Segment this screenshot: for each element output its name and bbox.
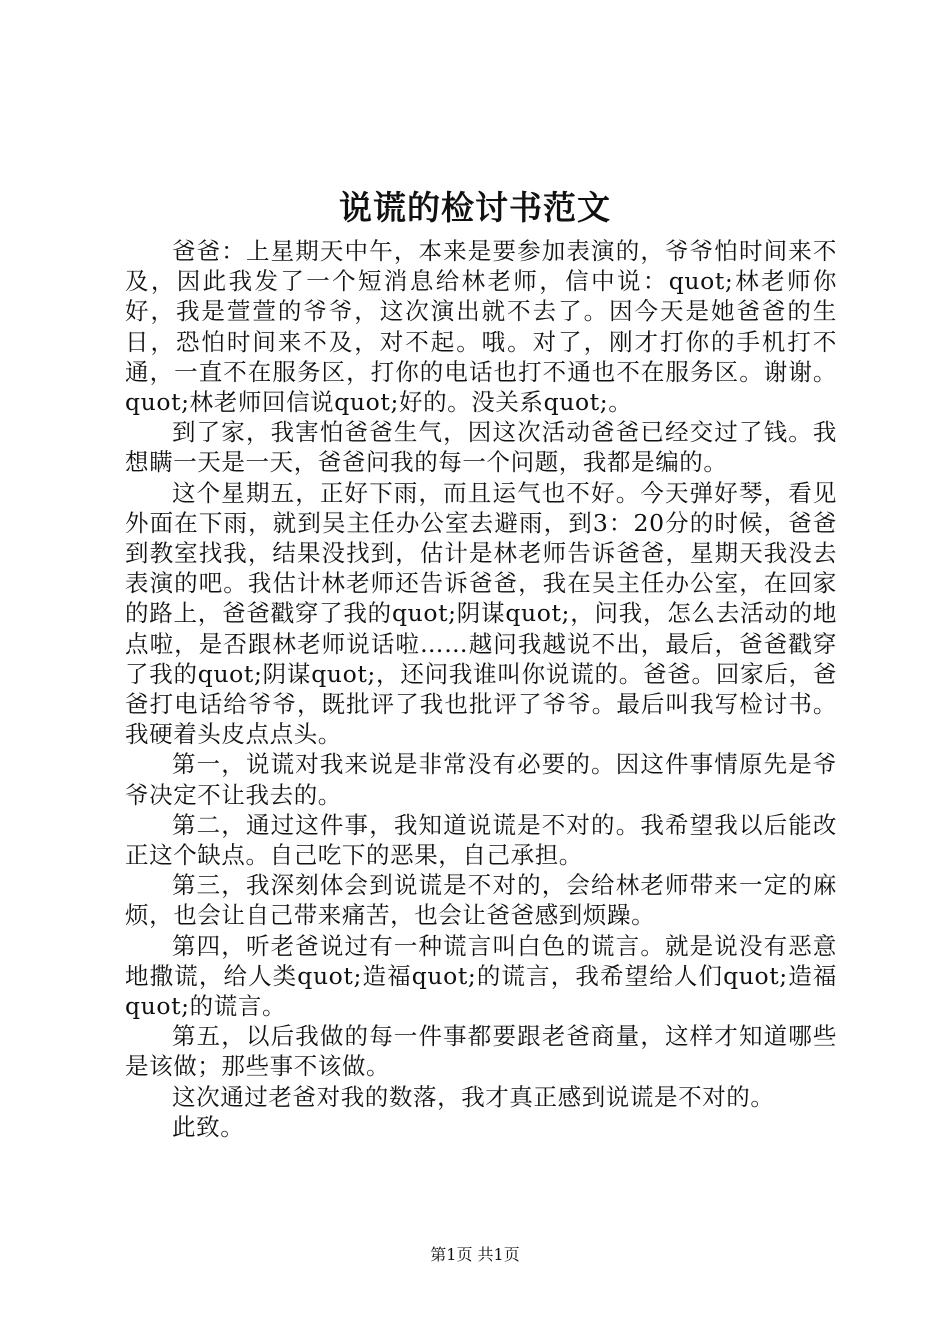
paragraph: 第五，以后我做的每一件事都要跟老爸商量，这样才知道哪些是该做；那些事不该做。	[125, 1022, 837, 1081]
paragraph: 第四，听老爸说过有一种谎言叫白色的谎言。就是说没有恶意地撒谎，给人类quot;造福quot;的谎言，我希望给人们quot;造福quot;的谎言。	[125, 931, 837, 1021]
paragraph: 这个星期五，正好下雨，而且运气也不好。今天弹好琴，看见外面在下雨，就到吴主任办公室去避雨，到3：20分的时候，爸爸到教室找我，结果没找到，估计是林老师告诉爸爸，星期天我没去表演的吧。我估计林老师还告诉爸爸，我在吴主任办公室，在回家的路上，爸爸戳穿了我的quot;阴谋quot;，问我，怎么去活动的地点啦，是否跟林老师说话啦……越问我越说不出，最后，爸爸戳穿了我的quot;阴谋quot;，还问我谁叫你说谎的。爸爸。回家后，爸爸打电话给爷爷，既批评了我也批评了爷爷。最后叫我写检讨书。我硬着头皮点点头。	[125, 478, 837, 749]
paragraph: 到了家，我害怕爸爸生气，因这次活动爸爸已经交过了钱。我想瞒一天是一天，爸爸问我的每一个问题，我都是编的。	[125, 418, 837, 477]
paragraph: 此致。	[172, 1112, 245, 1141]
paragraph: 爸爸：上星期天中午，本来是要参加表演的，爷爷怕时间来不及，因此我发了一个短消息给林老师，信中说：quot;林老师你好，我是萱萱的爷爷，这次演出就不去了。因今天是她爸爸的生日，恐怕时间来不及，对不起。哦。对了，刚才打你的手机打不通，一直不在服务区，打你的电话也打不通也不在服务区。谢谢。quot;林老师回信说quot;好的。没关系quot;。	[125, 237, 837, 417]
document-title: 说谎的检讨书范文	[339, 188, 611, 227]
paragraph: 第二，通过这件事，我知道说谎是不对的。我希望我以后能改正这个缺点。自己吃下的恶果，自己承担。	[125, 810, 837, 870]
document-body	[125, 236, 837, 1142]
paragraph: 第三，我深刻体会到说谎是不对的，会给林老师带来一定的麻烦，也会让自己带来痛苦，也会让爸爸感到烦躁。	[125, 871, 837, 930]
page-footer: 第1页 共1页	[430, 1245, 520, 1264]
paragraph: 这次通过老爸对我的数落，我才真正感到说谎是不对的。	[172, 1082, 775, 1111]
paragraph: 第一，说谎对我来说是非常没有必要的。因这件事情原先是爷爷决定不让我去的。	[125, 750, 837, 809]
